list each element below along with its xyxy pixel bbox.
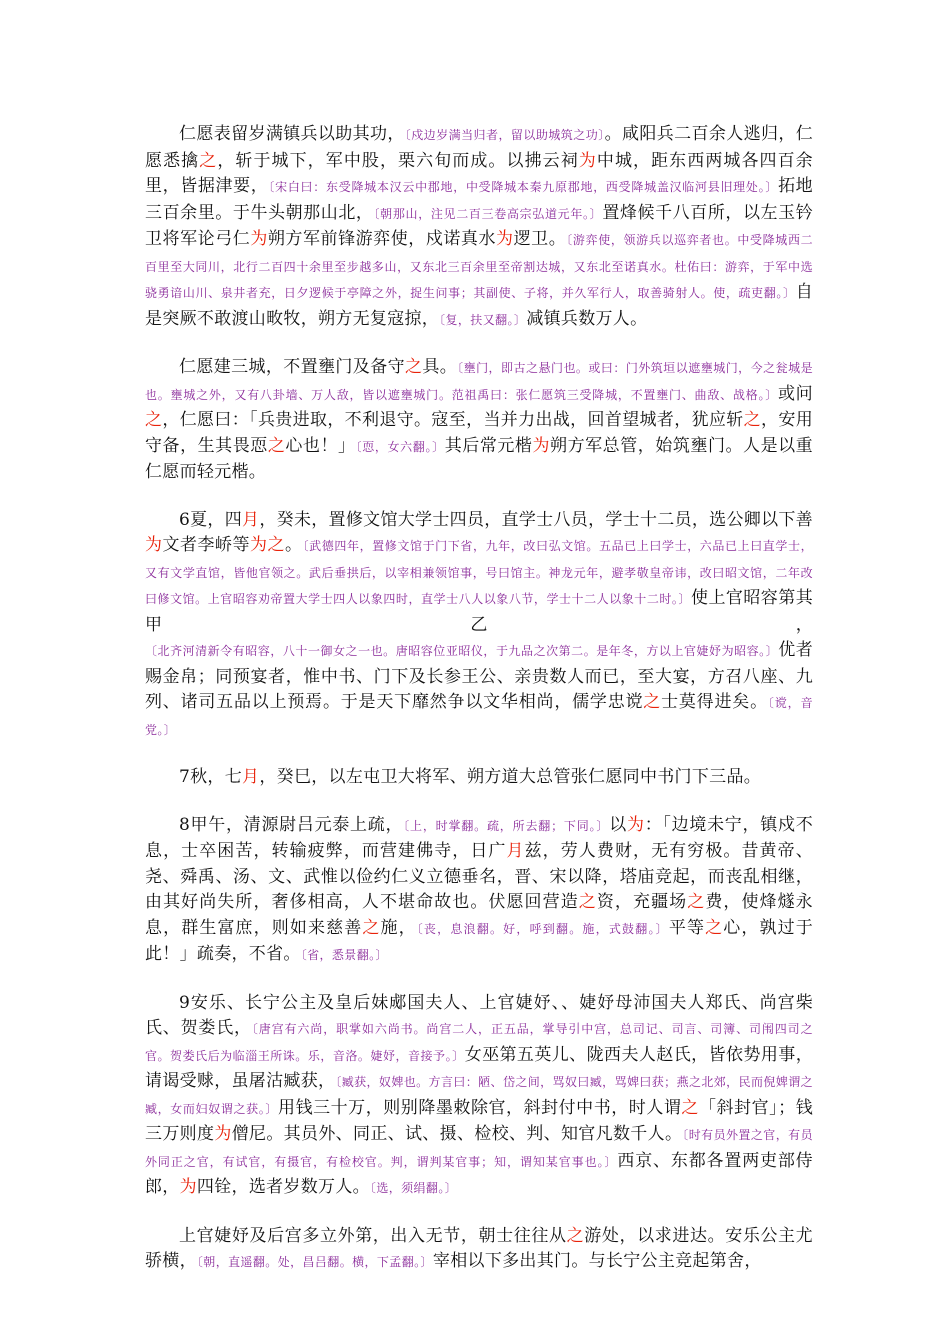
main-text: 具。 [422,357,458,377]
paragraph [145,122,813,333]
highlighted-character: 之 [743,410,761,430]
main-text: 用钱三十万，则别降墨敕除官，斜封付中书，时人谓 [278,1097,682,1118]
commentary-note: 〔宋白曰：东受降城本汉云中郡地，中受降城本秦九原郡地，西受降城盖汉临河县旧理处。〕 [268,180,779,194]
main-text: 资，充疆场 [596,892,688,912]
main-text: 逻卫。 [513,229,567,249]
main-text: 秋，七 [190,767,243,787]
commentary-note: 〔省，悉景翻。〕 [300,948,388,962]
main-text: 或问 [778,383,813,404]
highlighted-character: 之 [362,917,381,938]
main-text: ，癸巳，以左屯卫大将军、朔方道大总管张仁愿同中书门下三品。 [259,767,762,787]
commentary-note: 〔时有员外置之官，有员外同正之官，有试官，有摄官，有检校官。判，谓判某官事；知，谓知某官事也。〕 [145,1128,813,1169]
highlighted-character: 为 [179,1177,197,1197]
commentary-note: 〔恧，女六翻。〕 [355,439,445,454]
highlighted-character: 月 [506,841,525,861]
highlighted-character: 月 [242,509,260,530]
main-text: 优者赐金帛；同预宴者，惟中书、门下及长参王公、亲贵数人而已，至大宴，方召八座、九列、诸司五品以上预焉。于是天下靡然争以文华相尚，儒学忠谠 [145,640,814,712]
main-text: 拓地三百余里。于牛头朝那山北， [145,176,813,223]
paragraph-number: 7 [179,767,191,787]
main-text: ，斩于城下，军中股，栗六旬而成。以拂云祠 [217,150,579,171]
highlighted-character: 为 [626,814,645,835]
main-text: 减镇兵数万人。 [526,308,648,329]
main-text: 上官婕妤及后宫多立外第，出入无节，朝士往往从 [179,1225,567,1246]
main-text: ，癸未，置修文馆大学士四员，直学士八员，学士十二员，选公卿以下善 [259,509,813,530]
highlighted-character: 之 [681,1097,699,1118]
main-text: ，安用守备，生其畏恧 [145,410,813,456]
main-text: 费，使烽燧永息，群生富庶，则如来慈善 [145,892,813,938]
main-text: 甲午，清源尉吕元泰上疏， [190,814,404,835]
highlighted-character: 之 [578,892,597,912]
main-text: 兹，劳人费财，无有穷极。昔黄帝、尧、舜禹、汤、文、武惟以俭约仁义立德垂名，晋、宋以降，塔庙竞起，而丧乱相继，由其好尚失所，奢侈相高，人不堪命故也。伏愿回营造 [145,841,813,912]
main-text: 西京、东都各置两吏部侍郎， [145,1150,813,1197]
main-text: 使上官昭容第其甲乙， [145,588,813,635]
highlighted-character: 为 [578,150,597,171]
highlighted-character: 之 [199,150,218,171]
main-text: 文者李峤等 [162,535,251,555]
commentary-note: 〔北齐河清新令有昭容，八十一御女之一也。唐昭容位亚昭仪，于九品之次第二。是年冬，方以上官婕妤为昭容。〕 [145,644,779,658]
commentary-note: 〔丧，息浪翻。好，呼到翻。施，式鼓翻。〕 [416,921,669,936]
main-text: 僧尼。其员外、同正、试、摄、检校、判、知官凡数千人。 [231,1124,683,1144]
commentary-note: 〔朝那山，注见二百三卷高宗弘道元年。〕 [373,206,603,221]
paragraph-number: 6 [179,509,191,530]
paragraph [145,813,813,969]
highlighted-character: 为 [145,535,163,555]
commentary-note: 〔上，时掌翻。疏，所去翻；下同。〕 [403,818,610,833]
commentary-note: 〔游弈使，领游兵以巡弈者也。中受降城西二百里至大同川，北行二百四十余里至步越多山，又东北三百余里至帝割达城，又东北至诺真水。杜佑曰：游弈，于军中选骁勇谙山川、泉井者充，日夕逻候于亭障之外，捉生问事；其副使、子将，并久军行人，取善骑射人。使，疏吏翻。〕 [145,233,813,300]
main-text: 宰相以下多出其门。与长宁公主竞起第舍， [432,1251,762,1271]
main-text: 以 [609,814,627,835]
highlighted-character: 之 [643,692,662,712]
main-text: ，仁愿曰：「兵贵进取，不利退守。寇至，当并力出战，回首望城者，犹应斩 [162,410,744,430]
highlighted-character: 为之 [250,535,286,555]
paragraph-number: 9 [179,992,191,1013]
paragraph [145,765,813,791]
main-text: 自是突厥不敢渡山畋牧，朔方无复寇掠， [145,282,813,329]
main-text: 仁愿建三城，不置壅门及备守 [179,357,405,377]
main-text: ：「边境未宁，镇戍不息，士卒困苦，转输疲弊，而营建佛寺，日广 [145,814,813,861]
commentary-note: 〔谠，音党。〕 [145,696,813,737]
main-text: 朔方军前锋游弈使，戍诺真水 [267,229,497,249]
main-text: 四铨，选者岁数万人。 [196,1177,370,1197]
highlighted-character: 之 [687,892,706,912]
highlighted-character: 为 [250,229,268,249]
commentary-note: 〔选，须绢翻。〕 [369,1181,458,1195]
paragraph [145,991,813,1202]
highlighted-character: 月 [242,767,260,787]
commentary-note: 〔臧获，奴婢也。方言曰：陋、岱之间，骂奴曰臧，骂婢曰获；燕之北郊，民而倪婢谓之臧，女而妇奴谓之获。〕 [145,1075,813,1116]
highlighted-character: 为 [532,435,551,456]
main-text: 其后常元楷 [444,435,533,456]
commentary-note: 〔武德四年，置修文馆于门下省，九年，改曰弘文馆。五品已上曰学士，六品已上曰直学士，又有文学直馆，皆他官领之。武后垂拱后，以宰相兼领馆事，号曰馆主。神龙元年，避孝敬皇帝讳，改曰昭文馆，二年改曰修文馆。上官昭容劝帝置大学士四人以象四时，直学士八人以象八节，学士十二人以象十二时。〕 [145,539,814,606]
main-text: 女巫第五英儿、陇西夫人赵氏，皆依势用事，请谒受赇，虽屠沽臧获， [145,1044,814,1091]
main-text: 。咸阳兵二百余人逃归，仁愿悉擒 [145,124,813,171]
main-text: 施， [380,917,417,938]
highlighted-character: 之 [566,1225,585,1246]
document-page [145,122,813,1298]
commentary-note: 〔复，扶又翻。〕 [439,312,527,327]
highlighted-character: 之 [145,410,163,430]
highlighted-character: 为 [214,1124,232,1144]
main-text: 置烽候千八百所，以左玉钤卫将军论弓仁 [145,202,813,249]
main-text: 士莫得进矣。 [661,692,768,712]
commentary-note: 〔唐宫有六尚，职掌如六尚书。尚宫二人，正五品，掌导引中宫，总司记、司言、司簿、司闱四司之官。贺娄氏后为临淄王所诛。乐，音洛。婕妤，音接予。〕 [145,1022,813,1063]
paragraph [145,508,813,744]
paragraph-number: 8 [179,814,191,835]
highlighted-character: 之 [404,357,423,377]
main-text: 夏，四 [190,509,243,530]
paragraph [145,355,813,486]
commentary-note: 〔壅门，即古之悬门也。或曰：门外筑垣以遮壅城门，今之瓮城是也。壅城之外，又有八卦墙、万人敌，皆以遮壅城门。范祖禹曰：张仁愿筑三受降城，不置壅门、曲敌、战格。〕 [145,361,813,402]
main-text: 中城，距东西两城各四百余里，皆据津要， [145,150,813,196]
main-text: 安乐、长宁公主及皇后妹郕国夫人、上官婕妤、、婕妤母沛国夫人郑氏、尚宫柴氏、贺娄氏， [145,992,813,1038]
main-text: 心，孰过于此！」疏奏，不省。 [145,917,814,964]
commentary-note: 〔戍边岁满当归者，留以助城筑之功〕 [404,128,605,142]
main-text: 仁愿表留岁满镇兵以助其功， [179,124,405,144]
main-text: 平等 [668,917,706,938]
main-text: 。 [285,535,303,555]
main-text: 游处，以求进达。安乐公主尤骄横， [145,1225,813,1271]
highlighted-character: 之 [267,435,286,456]
commentary-note: 〔朝，直遥翻。处，昌吕翻。横，下孟翻。〕 [196,1255,433,1269]
main-text: 心也！」 [285,435,356,456]
main-text: 「斜封官」；钱三万则度 [145,1097,813,1144]
highlighted-character: 为 [496,229,514,249]
main-text: 朔方军总管，始筑壅门。人是以重仁愿而轻元楷。 [145,435,813,482]
paragraph [145,1224,813,1276]
highlighted-character: 之 [705,917,724,938]
